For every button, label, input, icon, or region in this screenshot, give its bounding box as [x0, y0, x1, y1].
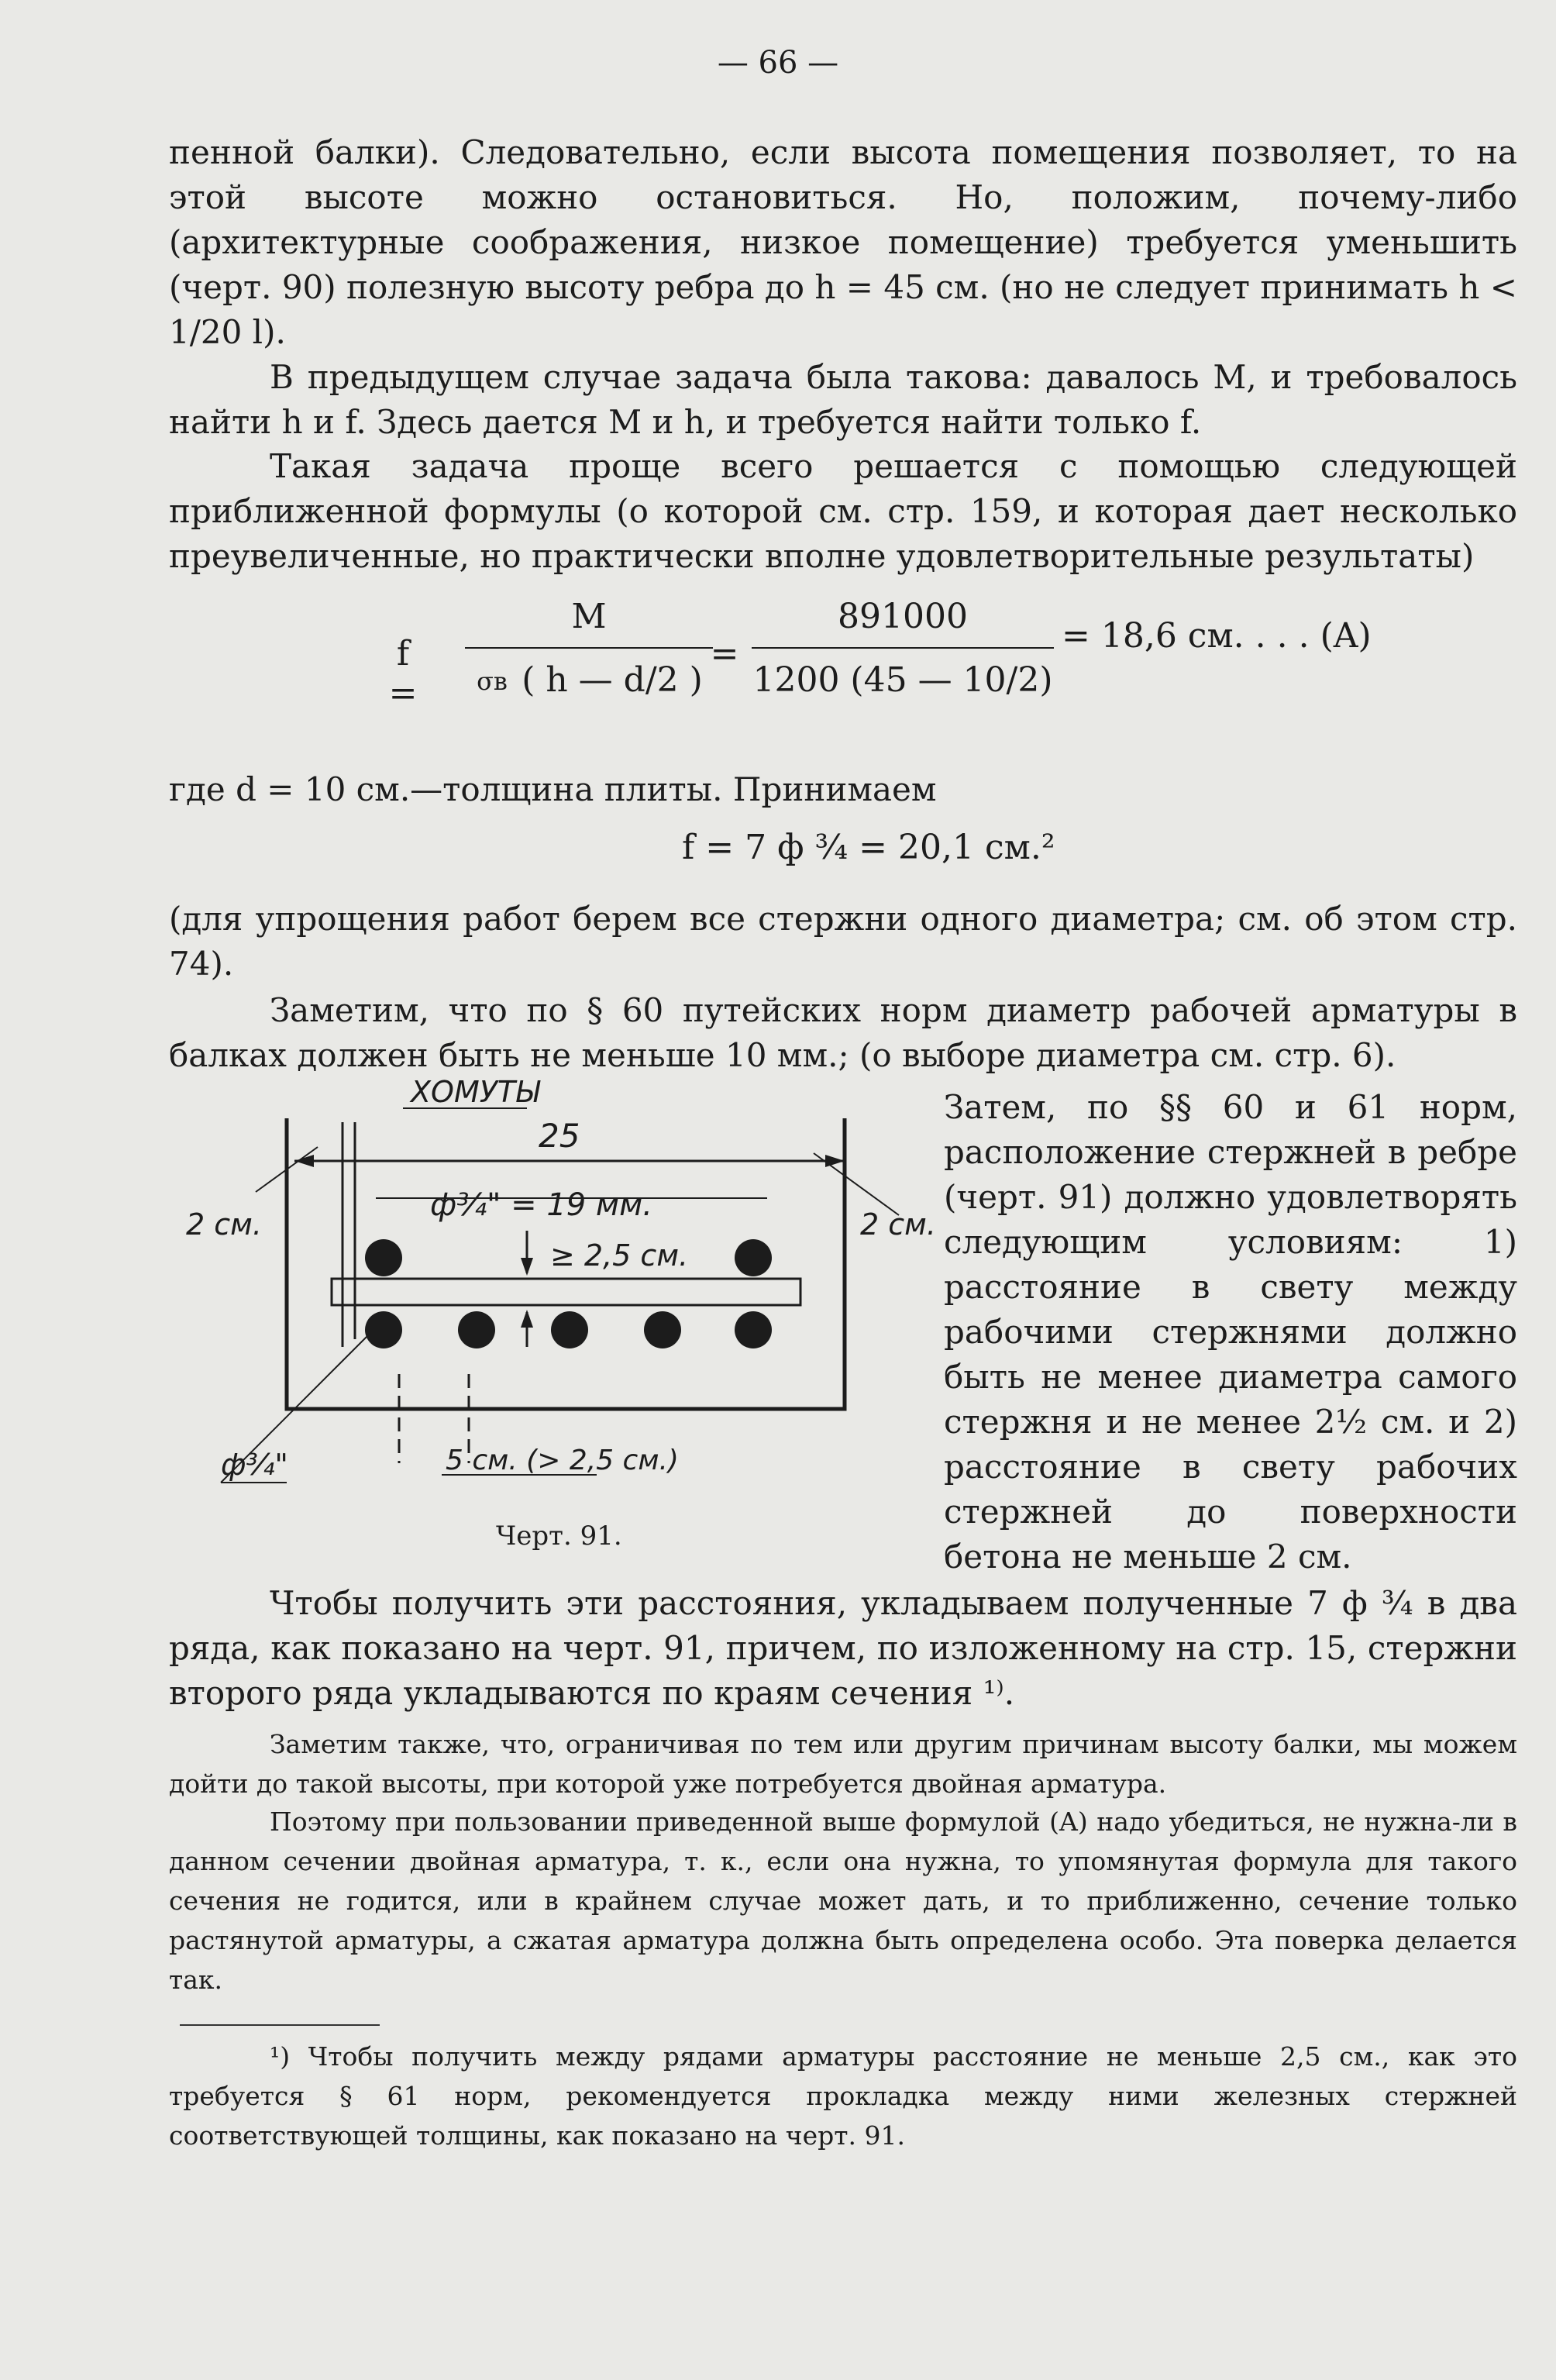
formula-a-equals: = [710, 634, 739, 673]
formula-a-result: = 18,6 см. . . . (A) [1062, 616, 1372, 656]
label-stirrups: ХОМУТЫ [411, 1075, 540, 1109]
spacer-bar [332, 1279, 800, 1305]
formula-a-denominator-1: ( h — d/2 ) [522, 660, 703, 700]
footnote: ¹) Чтобы получить между рядами арматуры расстояние не меньше 2,5 см., как это требуется § 61 норм, рекомендуется прокладка между ними железных стержней соответствующей толщины, как показано на черт. 91. [169, 2041, 1517, 2151]
formula-a-fraction-line-1 [465, 647, 713, 649]
rebar-top-right [735, 1239, 772, 1276]
formula-a-sigma: σв [477, 666, 508, 696]
page-number: — 66 — [717, 45, 839, 81]
beam-section-drawing [163, 1075, 953, 1533]
paragraph-4: где d = 10 см.—толщина плиты. Принимаем [169, 770, 937, 808]
paragraph-1: пенной балки). Следовательно, если высота помещения позволяет, то на этой высоте можно остановиться. Но, положим, почему-либо (архитектурные соображения, низкое помещение) требуется уменьшить (черт. 90) полезную высоту ребра до h = 45 см. (но не следует принимать h < 1/20 l). [169, 133, 1517, 351]
paragraph-6: Заметим, что по § 60 путейских норм диаметр рабочей арматуры в балках должен быть не меньше 10 мм.; (о выборе диаметра см. стр. 6). [169, 991, 1517, 1074]
label-width: 25 [539, 1117, 580, 1155]
paragraph-7: Затем, по §§ 60 и 61 норм, расположение стержней в ребре (черт. 91) должно удовлетворять следующим условиям: 1) расстояние в свету между рабочими стержнями должно быть не менее диаметра самого стержня и не менее 2½ см. и 2) расстояние в свету рабочих стержней до поверхности бетона не меньше 2 см. [944, 1088, 1517, 1576]
small-paragraph-2: Поэтому при пользовании приведенной выше формулой (A) надо убедиться, не нужна-ли в данном сечении двойная арматура, т. к., если она нужна, то упомянутая формула для такого сечения не годится, или в крайнем случае может дать, и то приближенно, сечение только растянутой арматуры, а сжатая арматура должна быть определена особо. Эта поверка делается так. [169, 1807, 1517, 1995]
rebar-bottom-5 [735, 1311, 772, 1348]
figure-91 [163, 1075, 953, 1533]
arrowhead-gap-bottom [521, 1310, 533, 1328]
formula-a-denominator-2: 1200 (45 — 10/2) [752, 660, 1053, 700]
paragraph-3: Такая задача проще всего решается с помощью следующей приближенной формулы (о которой см. стр. 159, и которая дает несколько преувеличенные, но практически вполне удовлетворительные результаты) [169, 447, 1517, 575]
paragraph-2: В предыдущем случае задача была такова: давалось M, и требовалось найти h и f. Здесь дается M и h, и требуется найти только f. [169, 358, 1517, 441]
formula-a-numerator-1: M [571, 597, 607, 636]
label-bar-diameter: ф¾" = 19 мм. [430, 1187, 652, 1223]
rebar-bottom-3 [551, 1311, 588, 1348]
arrowhead-gap-top [521, 1258, 533, 1276]
rebar-bottom-4 [644, 1311, 681, 1348]
footnote-rule [180, 2024, 380, 2026]
label-bottom-bar: ф¾" [221, 1448, 288, 1482]
rebar-bottom-1 [365, 1311, 402, 1348]
paragraph-5: (для упрощения работ берем все стержни одного диаметра; см. об этом стр. 74). [169, 900, 1517, 983]
formula-a-fraction-line-2 [752, 647, 1054, 649]
arrowhead-width-right [825, 1155, 845, 1167]
formula-a-numerator-2: 891000 [838, 597, 968, 636]
rebar-bottom-2 [458, 1311, 495, 1348]
label-spacing: 5 см. (> 2,5 см.) [446, 1445, 679, 1476]
label-gap: ≥ 2,5 см. [550, 1238, 689, 1273]
paragraph-8: Чтобы получить эти расстояния, укладываем полученные 7 ф ¾ в два ряда, как показано на черт. 91, причем, по изложенному на стр. 15, стержни второго ряда укладываются по краям сечения ¹⁾. [169, 1584, 1517, 1712]
label-right-cover: 2 см. [860, 1207, 936, 1242]
small-paragraph-1: Заметим также, что, ограничивая по тем или другим причинам высоту балки, мы можем дойти до такой высоты, при которой уже потребуется двойная арматура. [169, 1729, 1517, 1799]
formula-a-lhs: f = [388, 634, 418, 713]
rebar-top-left [365, 1239, 402, 1276]
formula-b: f = 7 ф ¾ = 20,1 см.² [682, 828, 1055, 867]
label-left-cover: 2 см. [186, 1207, 262, 1242]
figure-caption: Черт. 91. [496, 1521, 622, 1552]
